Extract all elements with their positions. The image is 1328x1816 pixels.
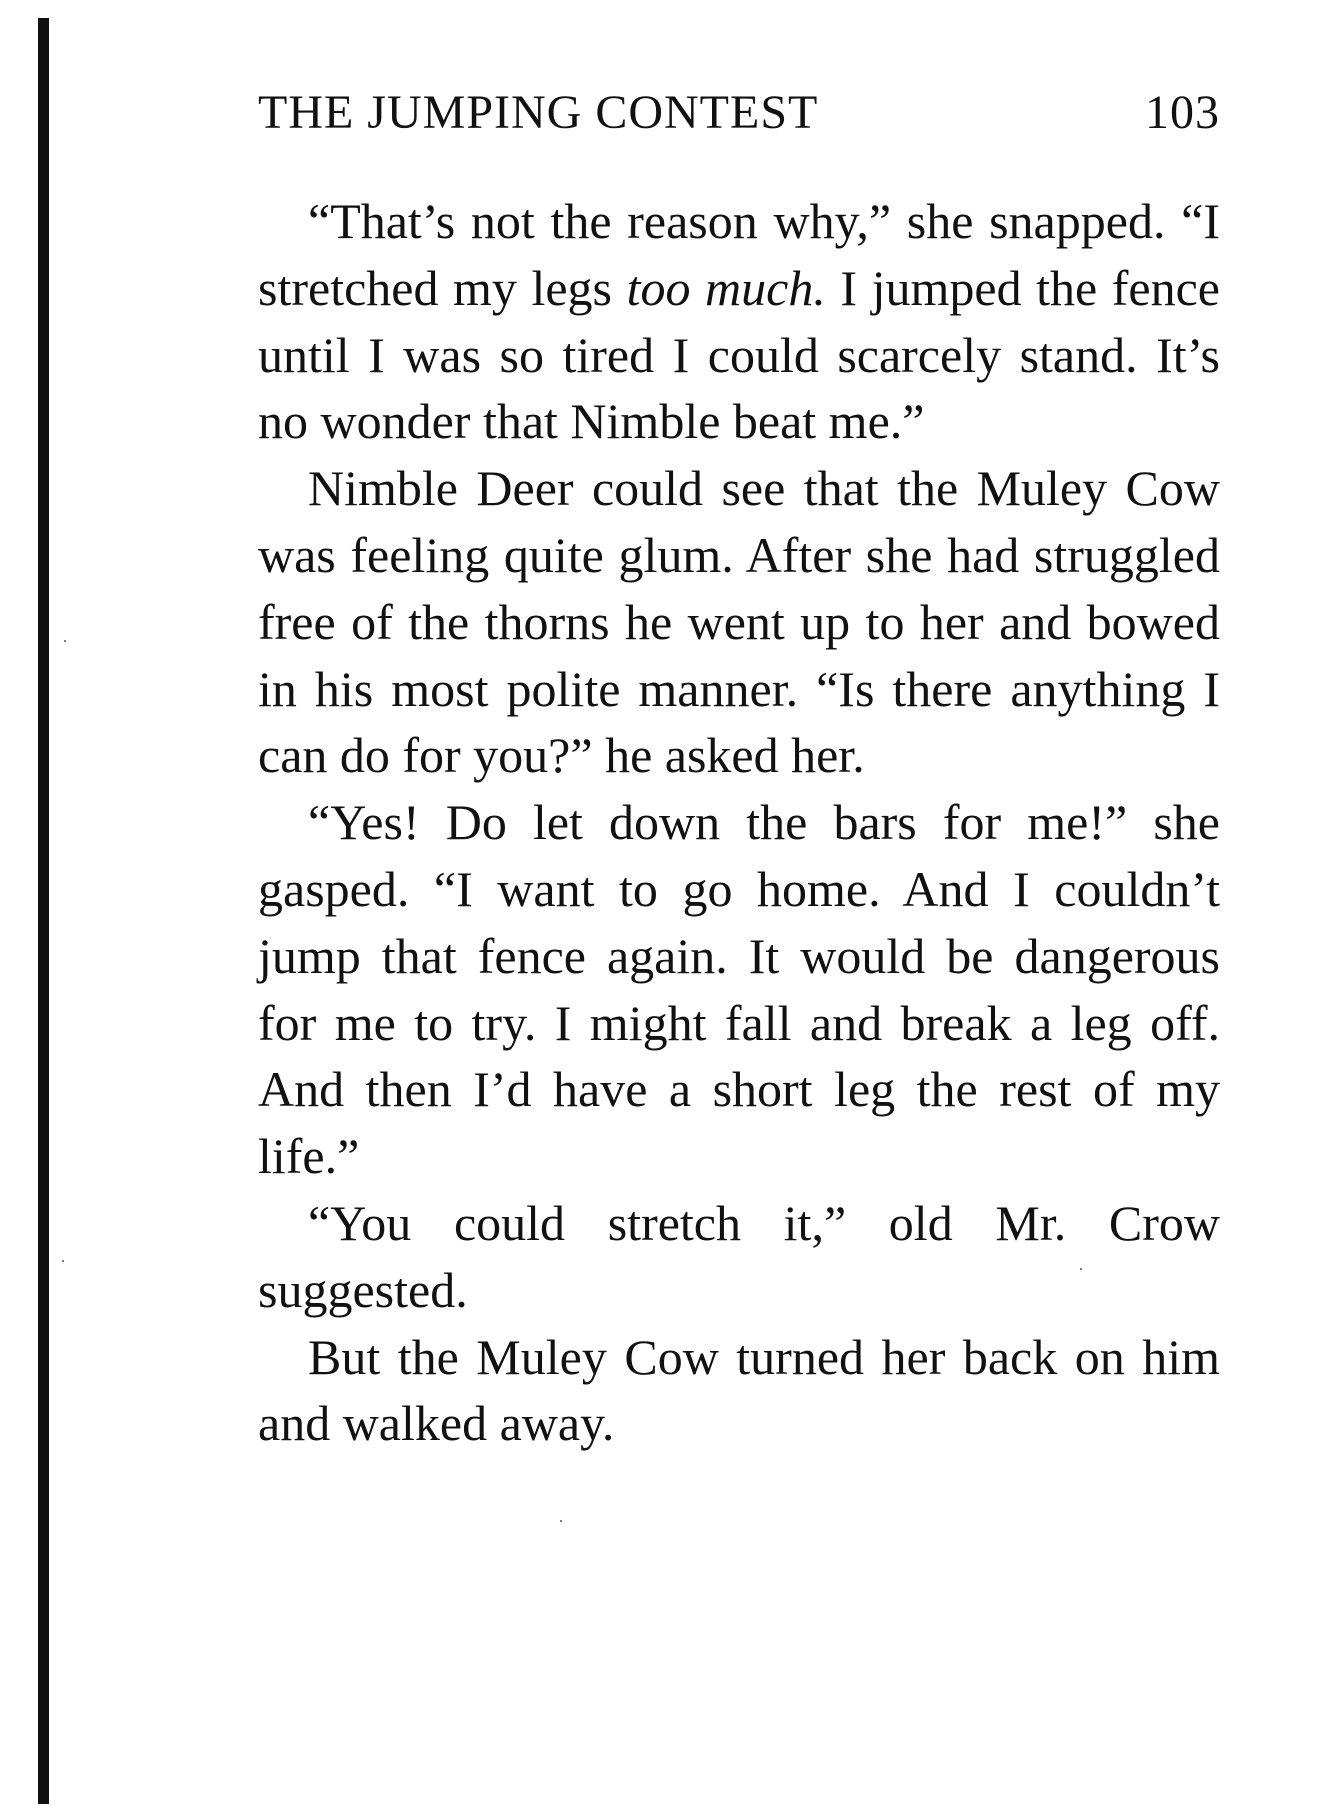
paper-speck xyxy=(64,640,66,642)
paragraph: “You could stretch it,” old Mr. Crow suggested. xyxy=(258,1194,1220,1318)
paragraph xyxy=(258,188,1220,455)
body-text xyxy=(258,188,1220,1457)
paper-speck xyxy=(62,1260,64,1262)
page-number: 103 xyxy=(1145,86,1220,139)
paragraph: “Yes! Do let down the bars for me!” she gasped. “I want to go home. And I couldn’t jump that fence again. It would be dangerous for me to try. I might fall and break a leg off. And then I’d have a short leg the rest of my life.” xyxy=(258,794,1220,1185)
paragraph: Nimble Deer could see that the Muley Cow was feeling quite glum. After she had struggled free of the thorns he went up to her and bowed in his most polite manner. “Is there anything I can do for you?” he asked her. xyxy=(258,460,1220,784)
running-title: THE JUMPING CONTEST xyxy=(258,86,819,139)
paragraph-text: I jumped the fence until I was so tired I could scarcely stand. It’s no wonder that Nimble beat me.” xyxy=(258,259,1220,450)
running-header xyxy=(258,85,1220,140)
paragraph: But the Muley Cow turned her back on him and walked away. xyxy=(258,1328,1220,1452)
paper-speck xyxy=(560,1520,562,1522)
paragraph-text: “That’s not the reason why,” she snapped. “I stretched my legs xyxy=(258,193,1220,316)
emphasis-text: too much. xyxy=(626,259,826,316)
page-binding-edge xyxy=(38,18,49,1804)
